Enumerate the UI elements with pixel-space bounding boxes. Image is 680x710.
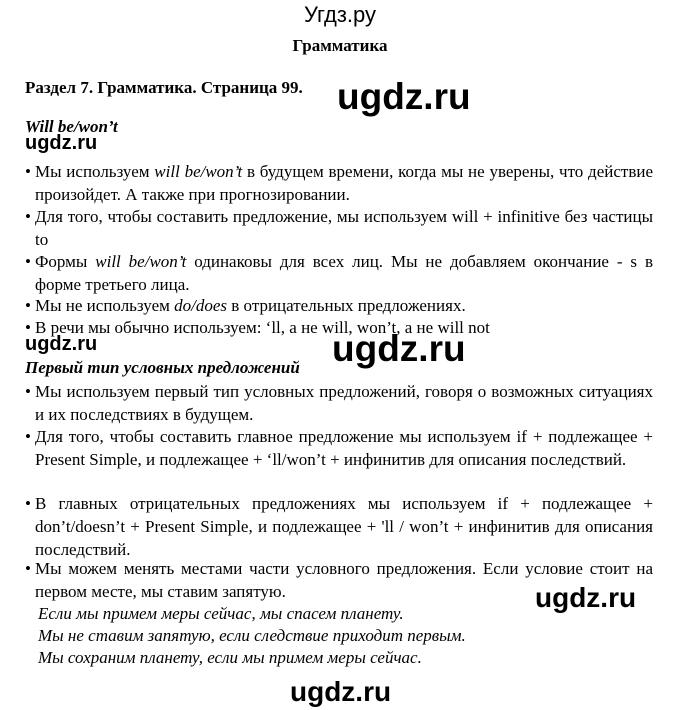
list-item: • Для того, чтобы составить главное предложение мы используем if + подлежащее + Present Simple, и подлежащее + ‘ll/won’t + инфинитив для описания последствий. [25, 427, 653, 469]
subheading-conditional: Первый тип условных предложений [25, 358, 300, 377]
watermark: ugdz.ru [25, 132, 98, 154]
subheading-will: Will be/won’t [25, 117, 118, 136]
list-item: • Мы не используем do/does в отрицательных предложениях. [25, 296, 466, 315]
watermark: ugdz.ru [337, 76, 471, 117]
example-note: Мы не ставим запятую, если следствие приходит первым. [38, 626, 466, 645]
list-item: • В речи мы обычно используем: ‘ll, а не will, won’t, а не will not [25, 318, 490, 337]
list-item: • Мы используем will be/won’t в будущем времени, когда мы не уверены, что действие произойдет. А также при прогнозировании. [25, 162, 653, 204]
list-item: • Формы will be/won’t одинаковы для всех лиц. Мы не добавляем окончание - s в форме третьего лица. [25, 252, 653, 294]
list-item: • Для того, чтобы составить предложение, мы используем will + infinitive без частицы to [25, 207, 653, 249]
watermark: ugdz.ru [25, 333, 98, 355]
list-item: • В главных отрицательных предложениях мы используем if + подлежащее + don’t/doesn’t + Present Simple, и подлежащее + 'll / won’t + инфинитив для описания последствий. [25, 494, 653, 559]
example-sentence: Если мы примем меры сейчас, мы спасем планету. [38, 604, 404, 623]
watermark: ugdz.ru [535, 582, 637, 613]
list-item: • Мы используем первый тип условных предложений, говоря о возможных ситуациях и их последствиях в будущем. [25, 382, 653, 424]
page-heading: Грамматика [292, 36, 388, 55]
example-sentence: Мы сохраним планету, если мы примем меры сейчас. [38, 648, 422, 667]
section-title: Раздел 7. Грамматика. Страница 99. [25, 78, 303, 97]
list-item: • Мы можем менять местами части условного предложения. Если условие стоит на первом месте, мы ставим запятую. [25, 559, 653, 601]
site-title: Угдз.ру [303, 2, 377, 27]
watermark: ugdz.ru [332, 328, 466, 369]
watermark: ugdz.ru [290, 676, 392, 707]
